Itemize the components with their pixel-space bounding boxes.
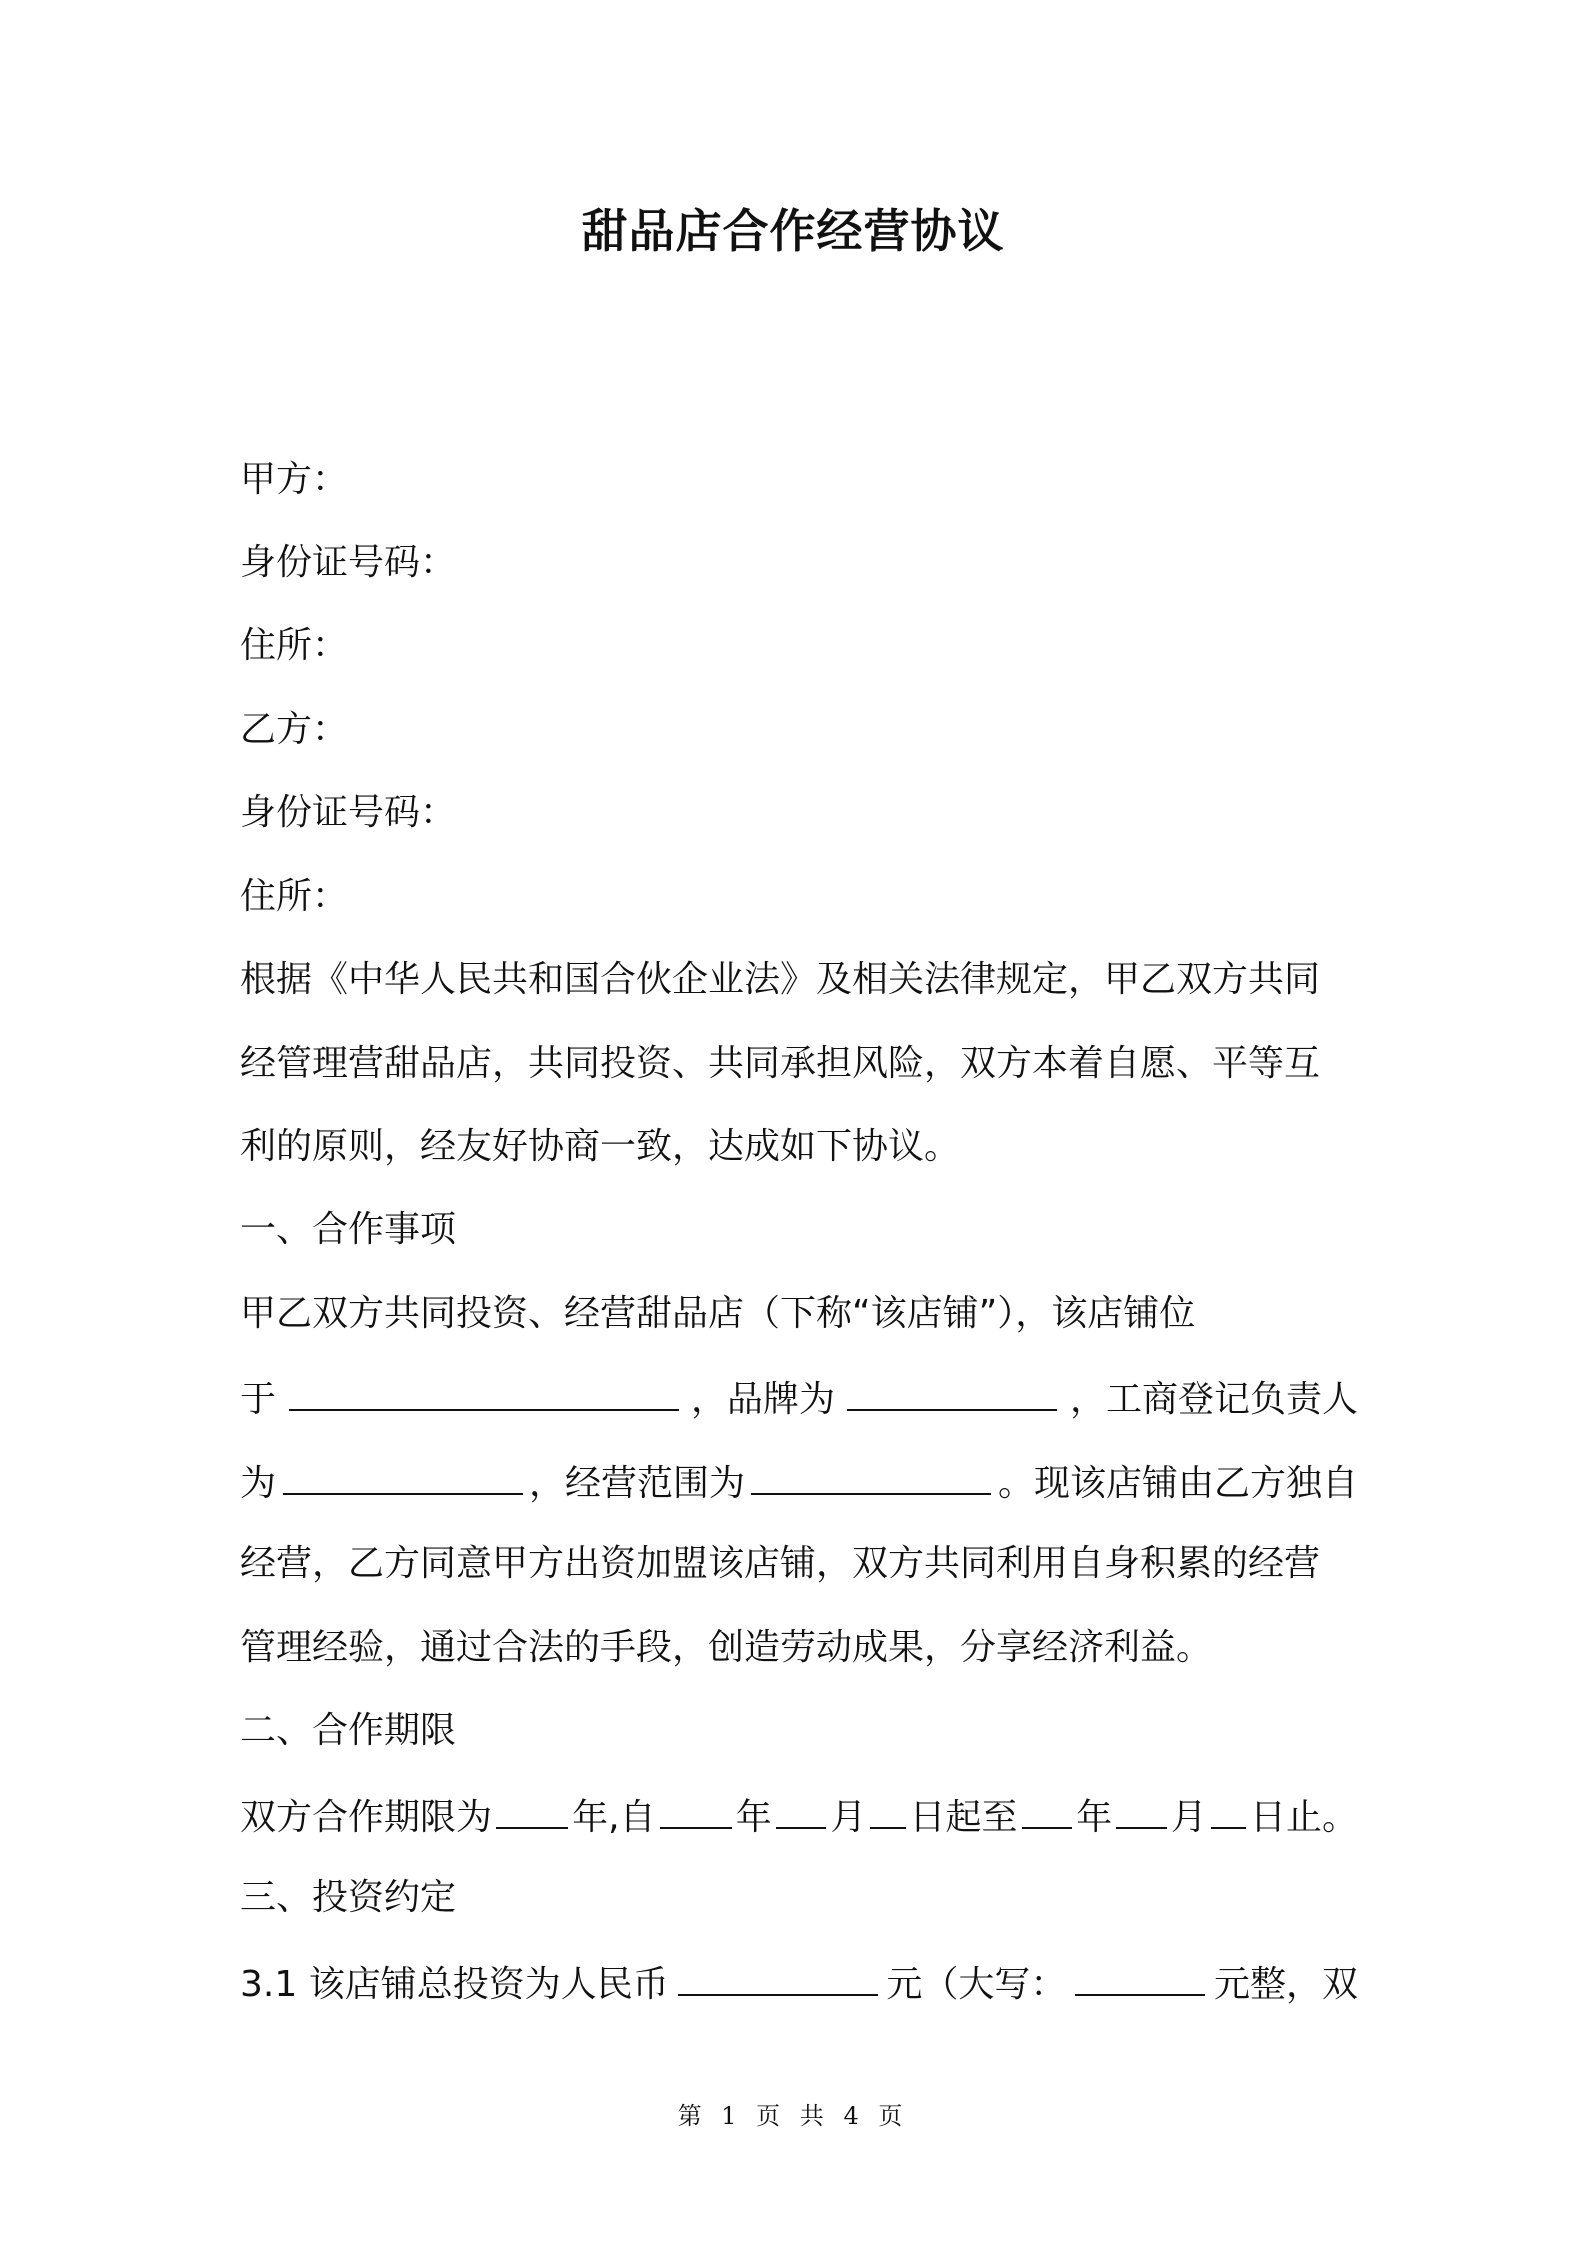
start-day-blank[interactable] bbox=[870, 1797, 905, 1829]
section-1-line-3 bbox=[240, 1463, 1358, 1502]
section-1-line-1: 甲乙双方共同投资、经营甜品店（下称“该店铺”），该店铺位 bbox=[240, 1293, 1196, 1334]
preamble-line-3: 利的原则，经友好协商一致，达成如下协议。 bbox=[240, 1126, 961, 1167]
section-2-heading: 二、合作期限 bbox=[240, 1710, 457, 1751]
business-scope-blank[interactable] bbox=[751, 1463, 991, 1495]
text-segment: 月 bbox=[1170, 1797, 1207, 1838]
section-3-heading: 三、投资约定 bbox=[240, 1877, 457, 1918]
investment-amount-words-blank[interactable] bbox=[1075, 1964, 1205, 1996]
text-segment: 月 bbox=[830, 1797, 867, 1838]
registered-person-blank[interactable] bbox=[283, 1463, 523, 1495]
party-a-label: 甲方： bbox=[240, 459, 349, 500]
text-segment: 年,自 bbox=[572, 1797, 656, 1838]
section-1-line-5: 管理经验，通过合法的手段，创造劳动成果，分享经济利益。 bbox=[240, 1627, 1213, 1668]
text-segment: 3.1 该店铺总投资为人民币 bbox=[240, 1964, 669, 2005]
party-b-address-label: 住所： bbox=[240, 876, 349, 917]
text-segment: 年 bbox=[735, 1797, 772, 1838]
text-segment: ，工商登记负责人 bbox=[1069, 1379, 1358, 1420]
section-1-line-2 bbox=[240, 1379, 1358, 1418]
party-b-label: 乙方： bbox=[240, 709, 349, 750]
party-b-id-label: 身份证号码： bbox=[240, 792, 457, 833]
section-2-term-line bbox=[240, 1797, 1358, 1836]
term-years-blank[interactable] bbox=[496, 1797, 568, 1829]
section-1-heading: 一、合作事项 bbox=[240, 1209, 457, 1250]
investment-amount-blank[interactable] bbox=[678, 1964, 878, 1996]
text-segment: 年 bbox=[1076, 1797, 1113, 1838]
end-month-blank[interactable] bbox=[1116, 1797, 1167, 1829]
party-a-id-label: 身份证号码： bbox=[240, 542, 457, 583]
brand-blank[interactable] bbox=[847, 1379, 1057, 1411]
text-segment: ，经营范围为 bbox=[528, 1463, 745, 1504]
start-year-blank[interactable] bbox=[660, 1797, 732, 1829]
text-segment: 日起至 bbox=[909, 1797, 1018, 1838]
page-number-footer: 第 1 页 共 4 页 bbox=[677, 2102, 909, 2130]
text-segment: 元整，双 bbox=[1213, 1964, 1358, 2005]
preamble-line-1: 根据《中华人民共和国合伙企业法》及相关法律规定，甲乙双方共同 bbox=[240, 959, 1321, 1000]
end-year-blank[interactable] bbox=[1022, 1797, 1073, 1829]
end-day-blank[interactable] bbox=[1211, 1797, 1246, 1829]
start-month-blank[interactable] bbox=[776, 1797, 827, 1829]
preamble-line-2: 经管理营甜品店，共同投资、共同承担风险，双方本着自愿、平等互 bbox=[240, 1043, 1321, 1084]
text-segment: ，品牌为 bbox=[690, 1379, 835, 1420]
section-3-investment-line bbox=[240, 1964, 1358, 2003]
text-segment: 为 bbox=[240, 1463, 277, 1504]
text-segment: 元（大写： bbox=[886, 1964, 1067, 2005]
section-1-line-4: 经营，乙方同意甲方出资加盟该店铺，双方共同利用自身积累的经营 bbox=[240, 1543, 1321, 1584]
text-segment: 日止。 bbox=[1249, 1797, 1358, 1838]
text-segment: 于 bbox=[240, 1379, 277, 1420]
text-segment: 。现该店铺由乙方独自 bbox=[997, 1463, 1358, 1504]
text-segment: 双方合作期限为 bbox=[240, 1797, 493, 1838]
party-a-address-label: 住所： bbox=[240, 625, 349, 666]
store-location-blank[interactable] bbox=[289, 1379, 679, 1411]
document-title: 甜品店合作经营协议 bbox=[581, 204, 1005, 258]
